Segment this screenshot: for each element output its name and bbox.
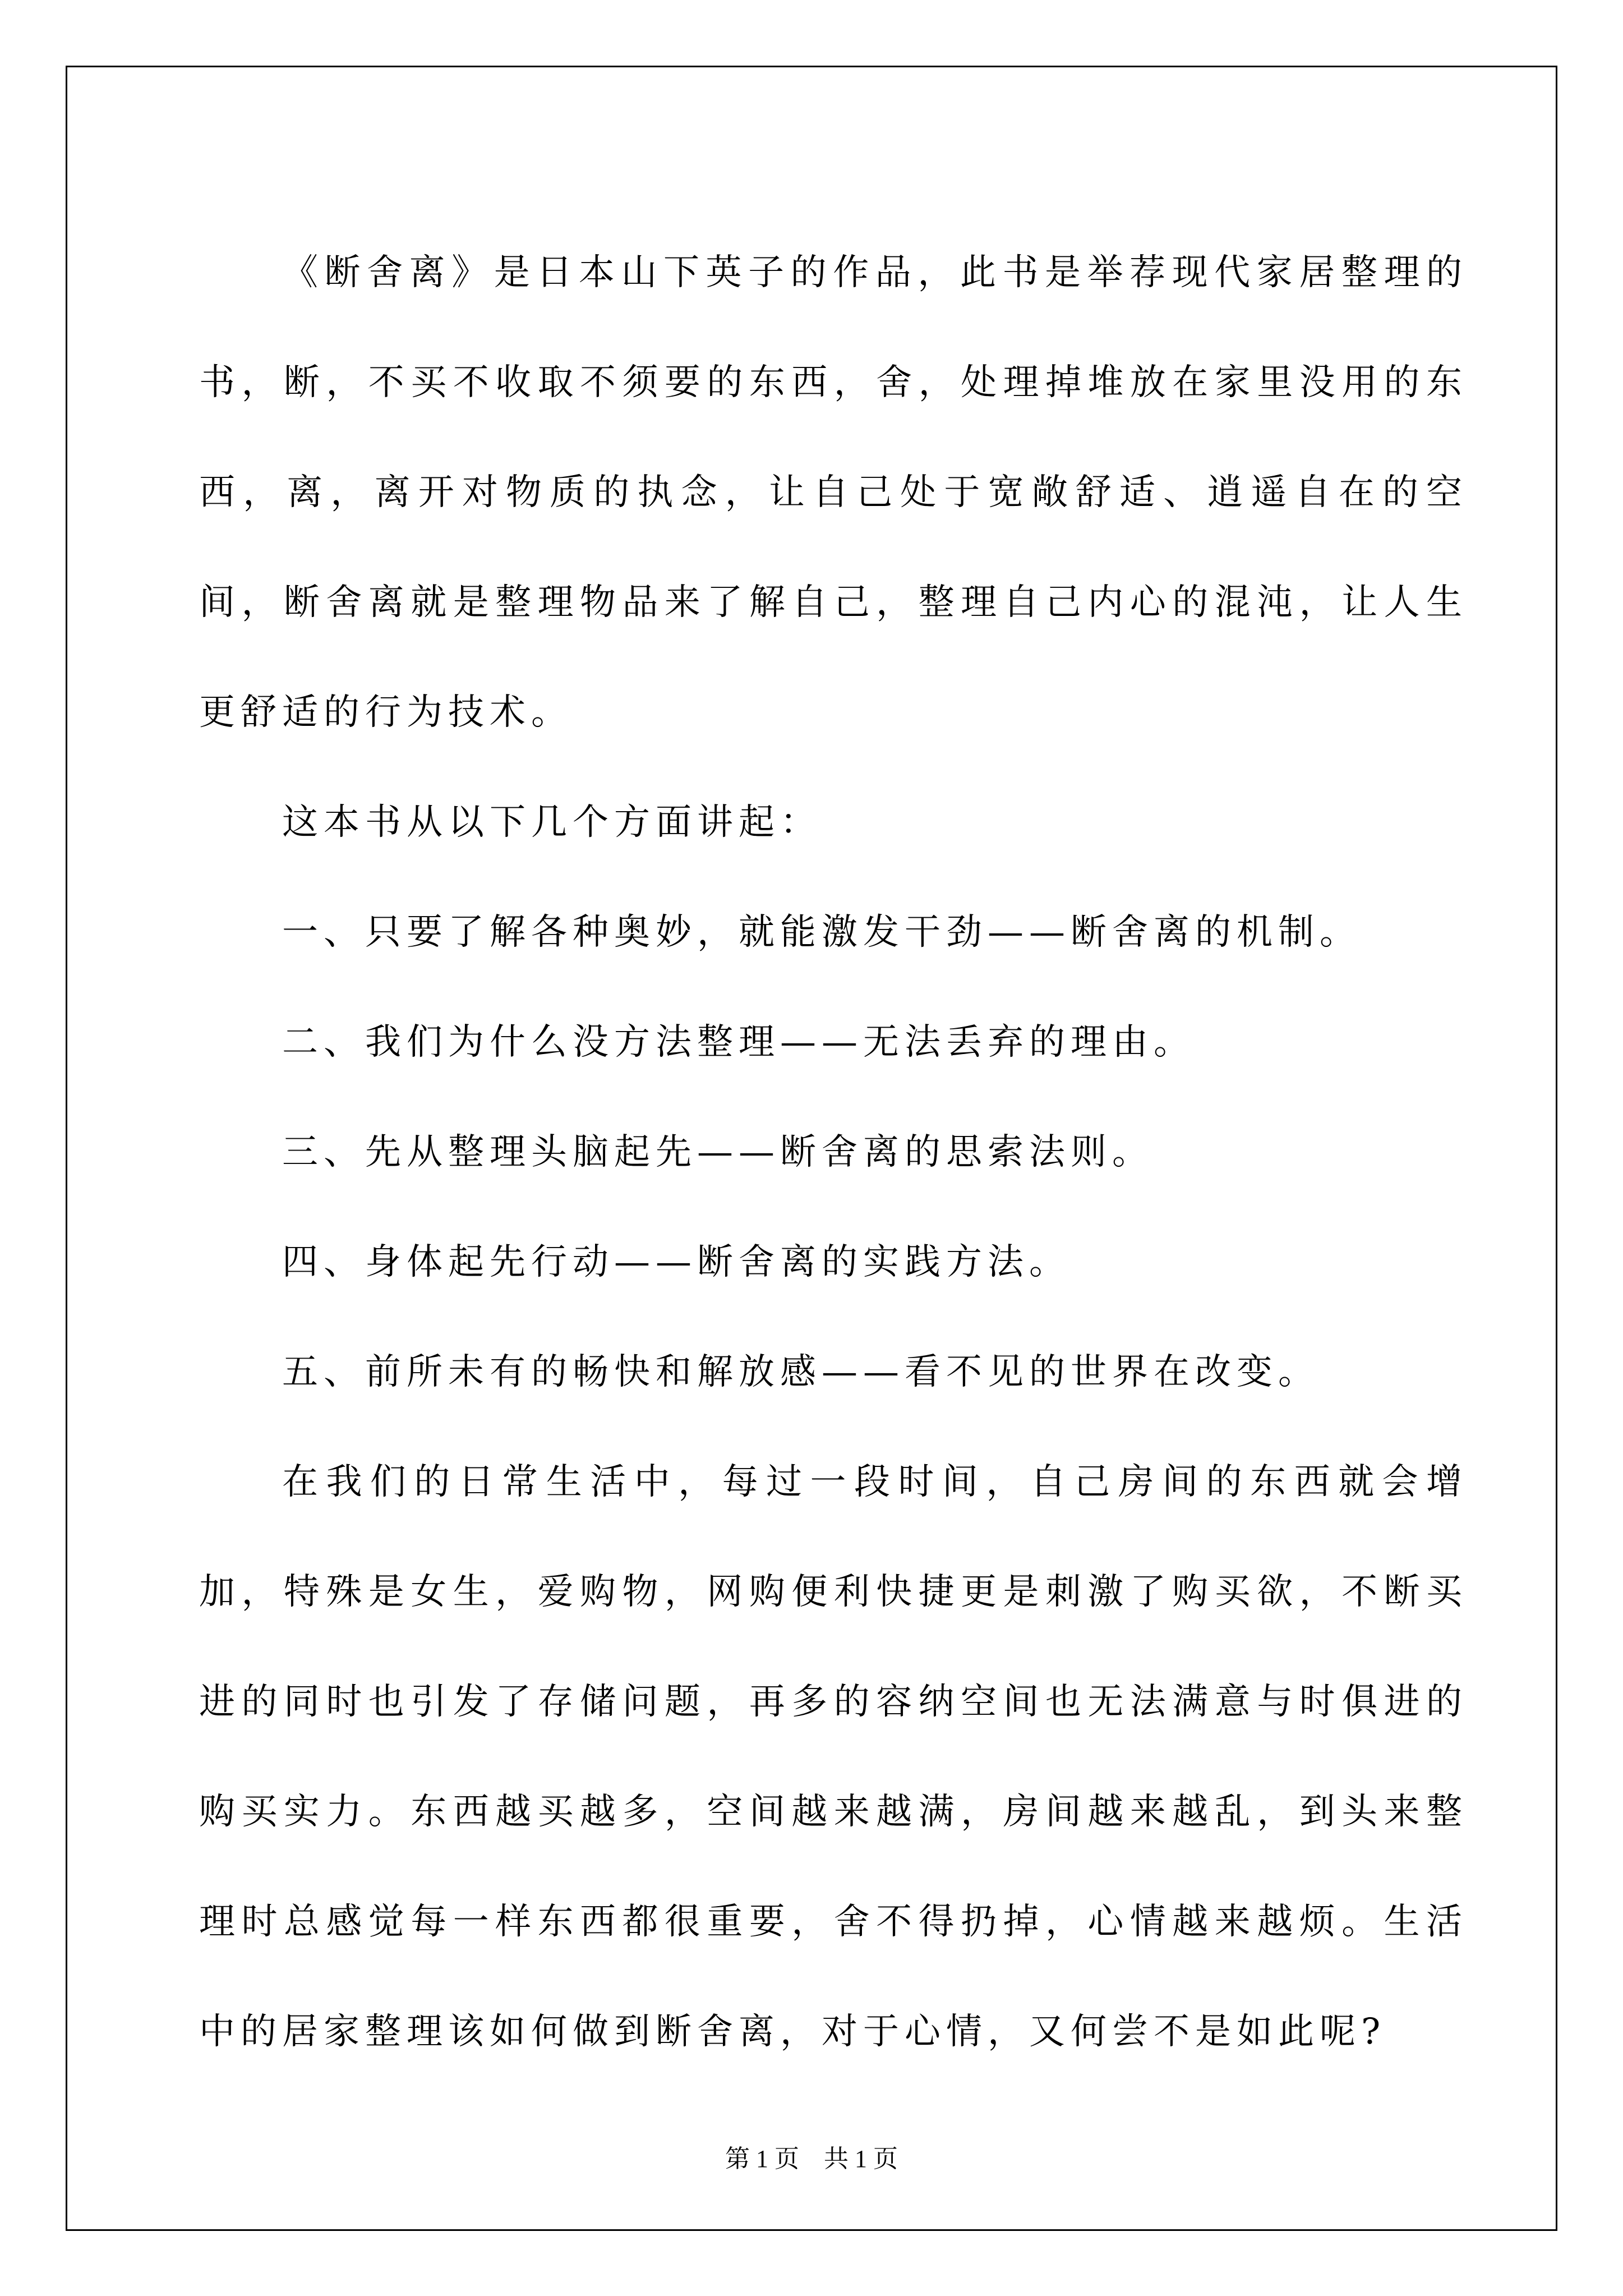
list-item-5: 五、前所未有的畅快和解放感——看不见的世界在改变。 xyxy=(282,1351,1320,1393)
paragraph-daily-life: 在我们的日常生活中，每过一段时间，自己房间的东西就会增加，特殊是女生，爱购物，网购便利快捷更是刺激了购买欲，不断买进的同时也引发了存储问题，再多的容纳空间也无法满意与时俱进的购买实力。东西越买越多，空间越来越满，房间越来越乱，到头来整理时总感觉每一样东西都很重要，舍不得扔掉，心情越来越烦。生活中的居家整理该如何做到断舍离，对于心情，又何尝不是如此呢? xyxy=(199,1461,1468,2053)
list-item-4: 四、身体起先行动——断舍离的实践方法。 xyxy=(282,1241,1071,1283)
paragraph-intro: 《断舍离》是日本山下英子的作品，此书是举荐现代家居整理的书，断，不买不收取不须要的东西，舍，处理掉堆放在家里没用的东西，离，离开对物质的执念，让自己处于宽敞舒适、逍遥自在的空间，断舍离就是整理物品来了解自己，整理自己内心的混沌，让人生更舒适的行为技术。 xyxy=(199,252,1468,733)
page-number: 第 1 页 共 1 页 xyxy=(725,2145,898,2173)
paragraph-overview: 这本书从以下几个方面讲起： xyxy=(282,802,822,843)
document-body xyxy=(199,218,1468,2087)
list-item-3: 三、先从整理头脑起先——断舍离的思索法则。 xyxy=(282,1131,1154,1173)
list-item-1: 一、只要了解各种奥妙，就能激发干劲——断舍离的机制。 xyxy=(282,912,1361,953)
list-item-2: 二、我们为什么没方法整理——无法丢弃的理由。 xyxy=(282,1022,1195,1063)
